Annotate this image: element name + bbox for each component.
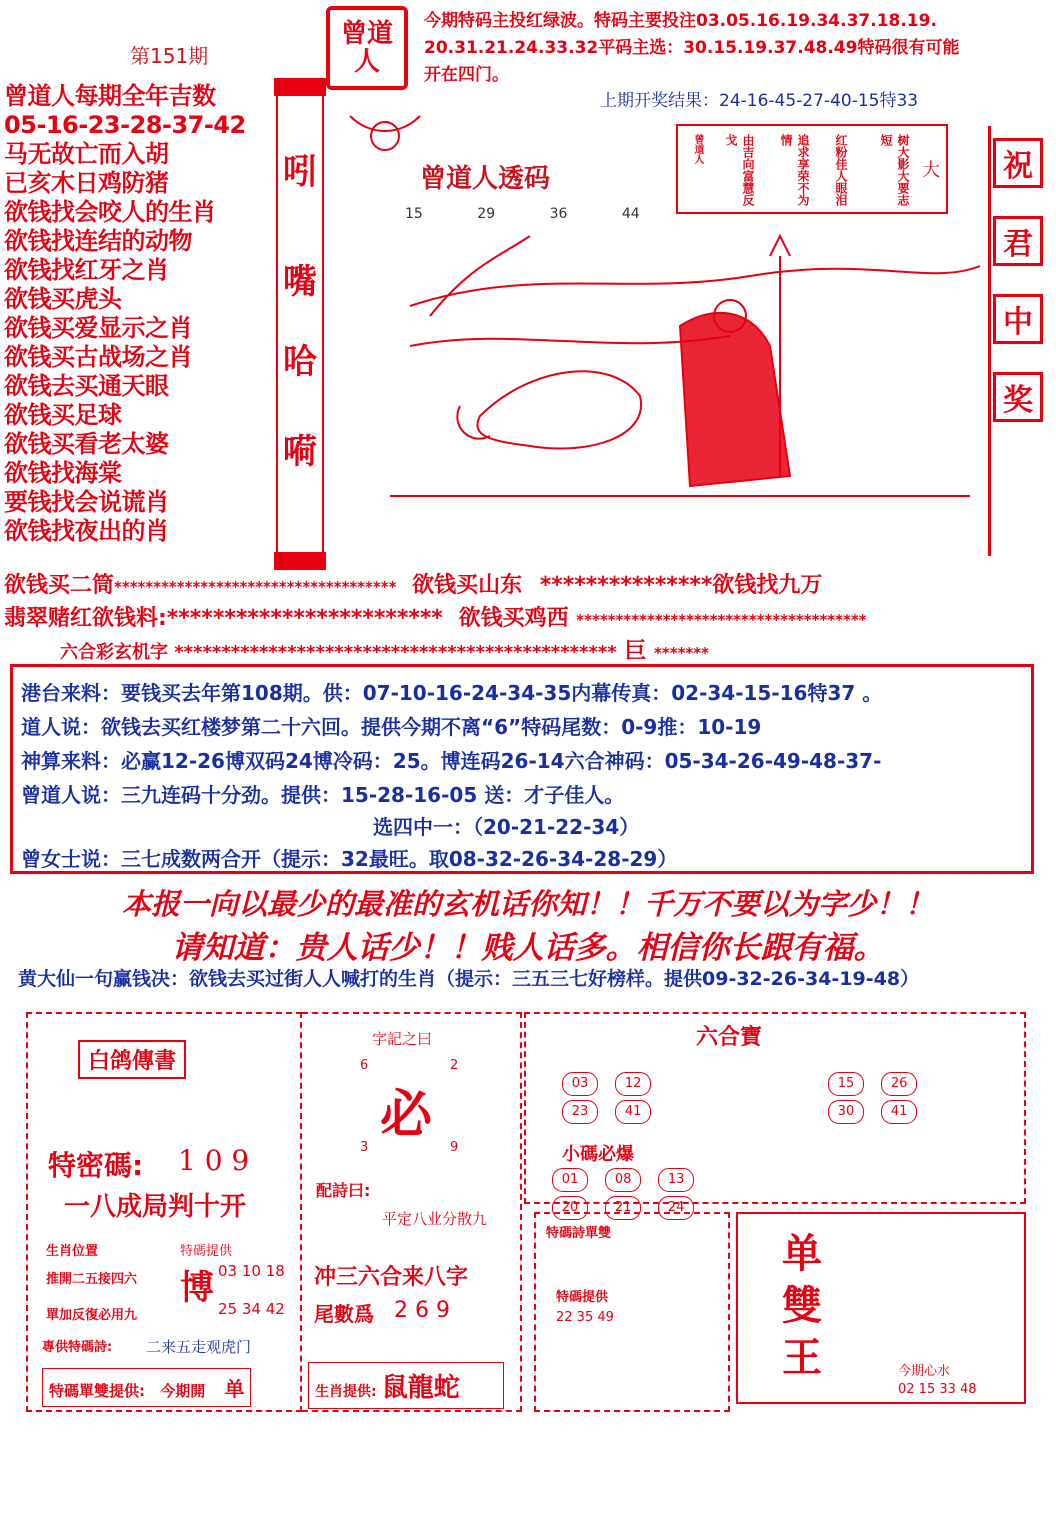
picture-number: 44 <box>621 206 640 222</box>
issue-number: 第151期 <box>130 44 209 68</box>
peishi-text: 平定八业分散九 <box>382 1210 488 1228</box>
riddle-row-3 <box>60 634 1040 665</box>
left-line: 欲钱买爱显示之肖 <box>4 314 192 342</box>
picture-numbers <box>405 206 690 222</box>
left-line: 曾道人每期全年吉数 <box>4 82 216 110</box>
banner-cap-top <box>274 78 326 96</box>
left-line: 要钱找会说谎肖 <box>4 488 169 516</box>
weishu-value: 2 6 9 <box>394 1298 450 1323</box>
banner-char: 哈 <box>283 342 317 382</box>
num-circle: 01 <box>552 1168 588 1192</box>
jinqi-label: 今期心水 <box>898 1364 951 1379</box>
clock-2: 2 <box>450 1058 459 1073</box>
poem-author: 曾道人 <box>692 134 703 164</box>
left-line: 欲钱找海棠 <box>4 459 122 487</box>
num-circle: 03 <box>562 1072 598 1096</box>
wish-banner <box>988 126 1045 556</box>
panel-shuang <box>534 1212 730 1412</box>
baige-title: 白鸽傳書 <box>78 1040 186 1079</box>
danshuang-value: 单 <box>224 1377 245 1401</box>
sx-label: 生肖提供: <box>315 1384 377 1400</box>
riddle-mid: 欲钱买山东 <box>412 573 523 598</box>
danshuang-label: 特碼單雙提供: <box>49 1382 145 1400</box>
tema-tigong: 特碼提供 <box>556 1290 609 1305</box>
jinqi-nums: 02 15 33 48 <box>898 1382 977 1397</box>
num-circle: 41 <box>881 1100 917 1124</box>
tema-value: 1 0 9 <box>178 1144 250 1177</box>
riddle-mid: 欲钱买鸡西 <box>458 606 569 631</box>
peishi-label: 配詩曰: <box>316 1181 371 1200</box>
picture-number: 29 <box>477 206 496 222</box>
riddle-row-1: 欲钱买二筒************************************ 欲钱买山东 ***************欲钱找九万 <box>4 573 823 598</box>
left-line: 欲钱找红牙之肖 <box>4 256 169 284</box>
num-circle: 13 <box>658 1168 694 1192</box>
poem-column: 由吉向富慧反戈 <box>724 134 755 206</box>
left-line: 欲钱找夜出的肖 <box>4 517 169 545</box>
tip-line: 选四中一：（20-21-22-34） <box>373 815 640 839</box>
liuhe-title: 六合寶 <box>696 1025 763 1050</box>
top-notice <box>424 8 1044 89</box>
panel-shuangwang <box>736 1212 1026 1404</box>
picture-number: 36 <box>549 206 568 222</box>
num-circle: 12 <box>615 1072 651 1096</box>
tip-line: 道人说：欲钱去买红楼梦第二十六回。提供今期不离“6”特码尾数：0-9推：10-19 <box>21 715 762 739</box>
tip-line: 港台来料：要钱买去年第108期。供：07-10-16-24-34-35内幕传真：02-34-15-16特37 。 <box>21 681 883 705</box>
tema-label: 特密碼: <box>48 1149 144 1182</box>
tip-line: 曾女士说：三七成数两合开（提示：32最旺。取08-32-26-34-28-29） <box>21 847 678 871</box>
riddle-right: ******* <box>654 644 709 662</box>
huang-daxian-line: 黄大仙一句赢钱决：欲钱去买过街人人喊打的生肖（提示：三五三七好榜样。提供09-32-26-34-19-48） <box>18 968 920 990</box>
riddle-left: 翡翠赌红欲钱料:************************ <box>4 606 443 631</box>
riddle-right: ***************欲钱找九万 <box>539 573 823 598</box>
shuang-char: 王 <box>782 1335 822 1381</box>
weishu-label: 尾數爲 <box>314 1302 374 1326</box>
banner-char: 嘴 <box>283 262 317 302</box>
num-circle: 26 <box>881 1072 917 1096</box>
poem-column: 红粉佳人眼泪 <box>834 134 848 206</box>
sx-value: 鼠龍蛇 <box>381 1373 460 1403</box>
seal-text: 曾道人 <box>340 19 393 77</box>
riddle-left: 六合彩玄机字 *********************************************** <box>60 642 617 663</box>
panel-right-top <box>524 1012 1026 1215</box>
slogan-1: 本报一向以最少的最准的玄机话你知！！千万不要以为字少！！ <box>121 887 934 921</box>
wish-char: 祝 <box>993 138 1043 188</box>
banner-char: 嗬 <box>283 432 317 472</box>
bottom-block <box>26 1012 1030 1412</box>
circles-a <box>556 1070 676 1126</box>
num-circle: 30 <box>828 1100 864 1124</box>
riddle-left: 欲钱买二筒 <box>4 573 115 598</box>
chong-text: 冲三六合来八字 <box>314 1265 469 1290</box>
tips-box <box>10 664 1034 874</box>
picture-title: 曾道人透码 <box>420 164 551 194</box>
bi-char: 必 <box>380 1084 433 1145</box>
riddle-mid: 巨 <box>624 639 647 664</box>
clock-9: 9 <box>450 1140 459 1155</box>
left-line: 欲钱买足球 <box>4 401 122 429</box>
xiaoma-label: 小碼必爆 <box>562 1144 634 1165</box>
tema-tigong-nums: 22 35 49 <box>556 1310 614 1325</box>
poem-column: 树大影大要志短 <box>879 134 910 206</box>
sx-box <box>308 1362 504 1409</box>
left-line: 欲钱找连结的动物 <box>4 227 192 255</box>
left-line: 欲钱去买通天眼 <box>4 372 169 400</box>
num-circle: 08 <box>605 1168 641 1192</box>
poem-box <box>676 124 948 214</box>
num-circle: 21 <box>605 1196 641 1220</box>
yiba-text: 一八成局判十开 <box>64 1192 247 1222</box>
left-line: 欲钱买看老太婆 <box>4 430 169 458</box>
zhuangong-label: 專供特碼詩: <box>42 1340 113 1355</box>
num-circle: 24 <box>658 1196 694 1220</box>
shengxiao-text: 推開二五接四六 <box>46 1272 138 1287</box>
slogan-2: 请知道：贵人话少！！贱人话多。相信你长跟有福。 <box>171 930 885 966</box>
left-line: 欲钱找会咬人的生肖 <box>4 198 216 226</box>
danshuang-text: 今期開 <box>160 1382 206 1400</box>
left-line: 马无故亡而入胡 <box>4 140 169 168</box>
num-circle: 41 <box>615 1100 651 1124</box>
left-line: 05-16-23-28-37-42 <box>4 111 246 139</box>
shuang-title: 特碼詩單雙 <box>546 1226 612 1241</box>
picture-number: 15 <box>405 206 423 222</box>
left-line: 欲钱买古战场之肖 <box>4 343 192 371</box>
circles-b <box>822 1070 942 1126</box>
panel-left <box>26 1012 302 1412</box>
wish-char: 奖 <box>993 372 1043 422</box>
seal-stamp <box>326 6 408 90</box>
danshuang-box <box>42 1368 251 1407</box>
last-result: 上期开奖结果：24-16-45-27-40-15特33 <box>600 91 919 111</box>
panel-middle <box>302 1012 522 1412</box>
left-line: 欲钱买虎头 <box>4 285 122 313</box>
tiban-label: 特碼提供 <box>180 1244 233 1259</box>
left-column <box>4 82 274 546</box>
nums-a: 03 10 18 <box>218 1262 285 1280</box>
top-notice-line1: 今期特码主投红绿波。特码主要投注03.05.16.19.34.37.18.19. <box>424 11 937 31</box>
clock-6: 6 <box>360 1058 369 1073</box>
num-circle: 20 <box>552 1196 588 1220</box>
top-notice-line2: 20.31.21.24.33.32平码主选：30.15.19.37.48.49特码很有可能 <box>424 38 960 58</box>
danjia-text: 單加反復必用九 <box>46 1308 138 1323</box>
shuang-char: 单 <box>782 1231 822 1277</box>
banner-char: 吲 <box>283 152 317 192</box>
riddle-row-2 <box>4 601 1044 632</box>
clock-3: 3 <box>360 1140 369 1155</box>
poem-column: 追求享荣不为情 <box>779 134 810 206</box>
wish-char: 君 <box>993 216 1043 266</box>
top-notice-line3: 开在四门。 <box>424 65 509 85</box>
zi-title: 字記之曰 <box>372 1030 433 1048</box>
shengxiao-label: 生肖位置 <box>46 1244 99 1259</box>
shuang-vertical <box>782 1228 822 1384</box>
poem-big-char: 大 <box>922 160 940 181</box>
num-circle: 15 <box>828 1072 864 1096</box>
tip-line: 曾道人说：三九连码十分劲。提供：15-28-16-05 送：才子佳人。 <box>21 783 625 807</box>
zhuangong-text: 二来五走观虎门 <box>146 1338 252 1356</box>
shuang-char: 雙 <box>782 1283 822 1329</box>
wish-char: 中 <box>993 294 1043 344</box>
nums-b: 25 34 42 <box>218 1300 285 1318</box>
riddle-right: ************************************* <box>576 611 867 629</box>
left-line: 已亥木日鸡防猪 <box>4 169 169 197</box>
tip-line: 神算来料：必赢12-26博双码24博冷码：25。博连码26-14六合神码：05-34-26-49-48-37- <box>21 749 882 773</box>
vertical-banner <box>276 82 324 566</box>
bo-char: 博 <box>180 1268 214 1308</box>
num-circle: 23 <box>562 1100 598 1124</box>
